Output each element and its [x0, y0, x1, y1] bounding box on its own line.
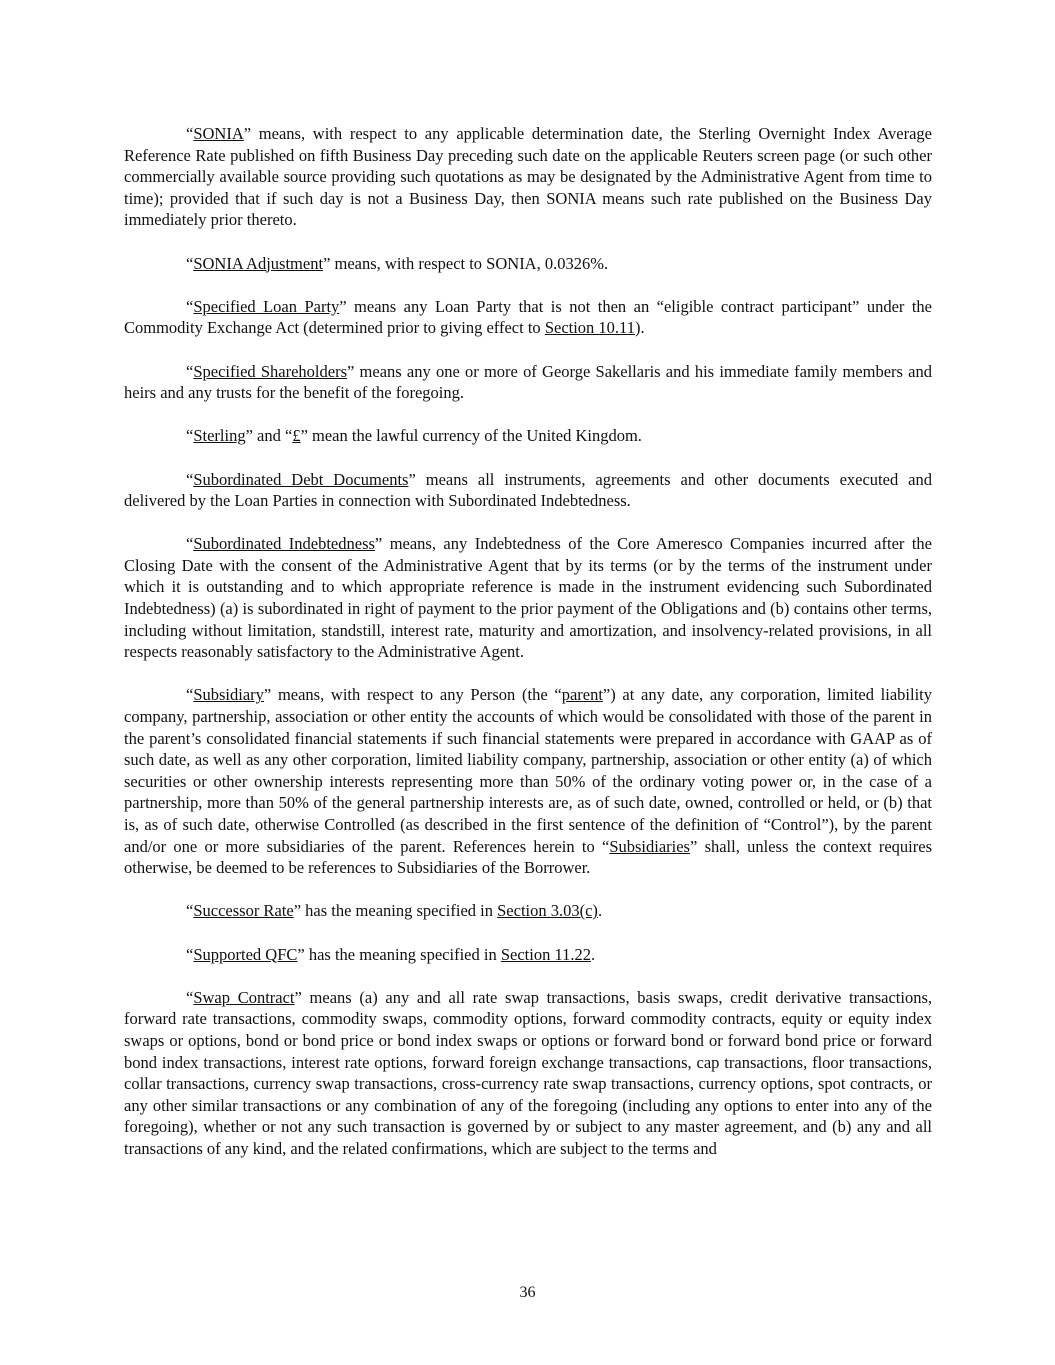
definition-text: means (a) any and all rate swap transactions, basis swaps, credit derivative transactions, forward rate transactions, commodity swaps, commodity options, forward commodity contracts, equity or equity index swaps or options, bond or bond price or bond index swaps or options or forward bond or forward bond price or forward bond index transactions, interest rate options, forward foreign exchange transactions, cap transactions, floor transactions, collar transactions, currency swap transactions, cross-currency rate swap transactions, currency options, spot contracts, or any other similar transactions or any combination of any of the foregoing (including any options to enter into any of the foregoing), whether or not any such transaction is governed by or subject to any master agreement, and (b) any and all transactions of any kind, and the related confirmations, which are subject to the terms and: [124, 987, 932, 1158]
definition-text: means, with respect to any Person (the “: [271, 685, 562, 705]
definition-text: has the meaning specified in: [304, 944, 501, 964]
definition-sonia-adjustment: “SONIA Adjustment” means, with respect to SONIA, 0.0326%.: [186, 253, 609, 273]
definition-text: has the meaning specified in: [301, 901, 498, 921]
section-reference: Section 10.11: [544, 318, 635, 338]
definition-subordinated-indebtedness: “Subordinated Indebtedness” means, any Indebtedness of the Core Ameresco Companies incurred after the Closing Date with the consent of the Administrative Agent that by its terms (or by the terms of the instrument under which it is outstanding and to which appropriate reference is made in the instrument evidencing such Subordinated Indebtedness) (a) is subordinated in right of payment to the prior payment of the Obligations and (b) contains other terms, including without limitation, standstill, interest rate, maturity and amortization, and insolvency-related provisions, in all respects reasonably satisfactory to the Administrative Agent.: [124, 534, 932, 662]
definition-sterling: “Sterling” and “£” mean the lawful currency of the United Kingdom.: [186, 426, 642, 446]
defined-term: £: [292, 426, 301, 446]
definition-text: means any Loan Party that is not then an “eligible contract participant” under the Commodity Exchange Act (determined prior to giving effect to: [124, 296, 933, 338]
definition-supported-qfc: “Supported QFC” has the meaning specified in Section 11.22.: [186, 944, 596, 964]
defined-term: Subsidiary: [193, 685, 264, 705]
defined-term: Swap Contract: [193, 987, 295, 1007]
defined-term: Sterling: [193, 426, 246, 446]
definitions-body: [124, 123, 932, 1181]
definition-swap-contract: “Swap Contract” means (a) any and all rate swap transactions, basis swaps, credit derivative transactions, forward rate transactions, commodity swaps, commodity options, forward commodity contracts, equity or equity index swaps or options, bond or bond price or bond index swaps or options or forward bond or forward bond price or forward bond index transactions, interest rate options, forward foreign exchange transactions, cap transactions, floor transactions, collar transactions, currency swap transactions, cross-currency rate swap transactions, currency options, spot contracts, or any other similar transactions or any combination of any of the foregoing (including any options to enter into any of the foregoing), whether or not any such transaction is governed by or subject to any master agreement, and (b) any and all transactions of any kind, and the related confirmations, which are subject to the terms and: [124, 987, 932, 1158]
definition-text: and “: [252, 426, 293, 446]
definition-text: means any one or more of George Sakellaris and his immediate family members and heirs and any trusts for the benefit of the foregoing.: [124, 361, 932, 403]
definition-text: means, with respect to SONIA, 0.0326%.: [330, 253, 609, 273]
defined-term: Successor Rate: [193, 901, 294, 921]
section-reference: Section 11.22: [500, 944, 591, 964]
defined-term: Subsidiaries: [609, 836, 690, 856]
defined-term: Specified Loan Party: [193, 296, 340, 316]
page-number: 36: [519, 1284, 536, 1301]
defined-term: SONIA: [193, 124, 244, 143]
definition-text: means, with respect to any applicable determination date, the Sterling Overnight Index Average Reference Rate published on fifth Business Day preceding such date on the applicable Reuters screen page (or such other commercially available source providing such quotations as may be designated by the Administrative Agent from time to time); provided that if such day is not a Business Day, then SONIA means such rate published on the Business Day immediately prior thereto.: [124, 124, 932, 230]
definition-successor-rate: “Successor Rate” has the meaning specified in Section 3.03(c).: [186, 901, 603, 921]
defined-term: Supported QFC: [193, 944, 298, 964]
definition-subordinated-debt-documents: “Subordinated Debt Documents” means all instruments, agreements and other documents executed and delivered by the Loan Parties in connection with Subordinated Indebtedness.: [124, 469, 932, 511]
definition-subsidiary: “Subsidiary” means, with respect to any Person (the “parent”) at any date, any corporation, limited liability company, partnership, association or other entity the accounts of which would be consolidated with those of the parent in the parent’s consolidated financial statements if such financial statements were prepared in accordance with GAAP as of such date, as well as any other corporation, limited liability company, partnership, association or other entity (a) of which securities or other ownership interests representing more than 50% of the ordinary voting power or, in the case of a partnership, more than 50% of the general partnership interests are, as of such date, owned, controlled or held, or (b) that is, as of such date, otherwise Controlled (as described in the first sentence of the definition of “Control”), by the parent and/or one or more subsidiaries of the parent. References herein to “Subsidiaries” shall, unless the context requires otherwise, be deemed to be references to Subsidiaries of the Borrower.: [124, 685, 933, 878]
definition-specified-loan-party: “Specified Loan Party” means any Loan Party that is not then an “eligible contract participant” under the Commodity Exchange Act (determined prior to giving effect to Section 10.11).: [124, 296, 933, 338]
section-reference: Section 3.03(c): [497, 901, 598, 921]
defined-term: Specified Shareholders: [193, 361, 347, 381]
defined-term: parent: [561, 685, 603, 705]
defined-term: SONIA Adjustment: [193, 253, 324, 273]
definition-text: means all instruments, agreements and other documents executed and delivered by the Loan Parties in connection with Subordinated Indebtedness.: [124, 469, 932, 511]
defined-term: Subordinated Indebtedness: [193, 534, 375, 554]
defined-term: Subordinated Debt Documents: [193, 469, 409, 489]
definition-text: means, any Indebtedness of the Core Ameresco Companies incurred after the Closing Date with the consent of the Administrative Agent that by its terms (or by the terms of the instrument under which it is outstanding and to which appropriate reference is made in the instrument evidencing such Subordinated Indebtedness) (a) is subordinated in right of payment to the prior payment of the Obligations and (b) contains other terms, including without limitation, standstill, interest rate, maturity and amortization, and insolvency-related provisions, in all respects reasonably satisfactory to the Administrative Agent.: [124, 534, 932, 662]
definition-specified-shareholders: “Specified Shareholders” means any one or more of George Sakellaris and his immediate family members and heirs and any trusts for the benefit of the foregoing.: [124, 361, 932, 403]
definition-sonia: “SONIA” means, with respect to any applicable determination date, the Sterling Overnight Index Average Reference Rate published on fifth Business Day preceding such date on the applicable Reuters screen page (or such other commercially available source providing such quotations as may be designated by the Administrative Agent from time to time); provided that if such day is not a Business Day, then SONIA means such rate published on the Business Day immediately prior thereto.: [124, 124, 932, 230]
